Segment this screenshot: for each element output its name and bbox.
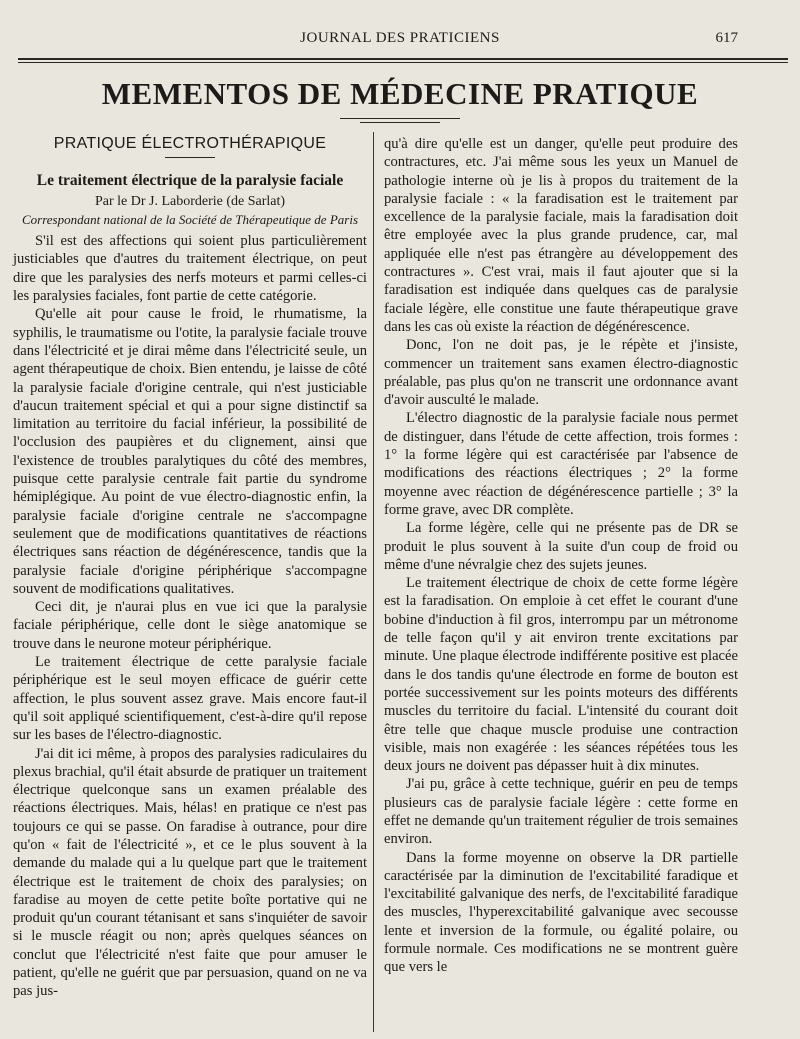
main-title: MEMENTOS DE MÉDECINE PRATIQUE [101,76,699,111]
column-divider [373,132,374,1032]
article-title: Le traitement électrique de la paralysie faciale [36,172,344,190]
paragraph: J'ai pu, grâce à cette technique, guérir en peu de temps plusieurs cas de paralysie faciale légère : cette forme en effet ne demande qu'un traitement régulier de trois semaines environ. [384,776,738,848]
running-title: JOURNAL DES PRATICIENS [300,30,500,46]
paragraph: L'électro diagnostic de la paralysie faciale nous permet de distinguer, dans l'étude de cette affection, trois formes : 1° la forme légère qui est caractérisée par l'absence de modifications des réactions électriques ; 2° la forme moyenne avec réaction de dégénérescence partielle ; 3° la forme grave, avec DR complète. [384,410,738,518]
right-column [384,135,738,977]
paragraph: S'il est des affections qui soient plus particulièrement justiciables que d'autres du traitement électrique, on peut dire que les paralysies des nerfs moteurs et parmi celles-ci les paralysies faciales, font partie de cette catégorie. [13,233,367,305]
paragraph: Qu'elle ait pour cause le froid, le rhumatisme, la syphilis, le traumatisme ou l'otite, la paralysie faciale trouve dans l'électricité et je dirai même dans l'électricité seule, un agent thérapeutique de choix. Bien entendu, je laisse de côté la paralysie faciale d'origine centrale, qui n'est justiciable d'aucun traitement spécial et qui a pour signe distinctif sa limitation au territoire du facial inférieur, la possibilité de l'occlusion des paupières et du clignement, ainsi que l'existence de troubles paralytiques du côté des membres, puisque cette paralysie centrale fait partie du syndrome hémiplégique. Au point de vue électro-diagnostic enfin, la paralysie faciale d'origine centrale ne s'accompagne seulement que de modifications quantitatives de réactions électriques sans réaction de dégénérescence, tandis que la paralysie faciale d'origine périphérique s'accompagne souvent de modifications qualitatives. [13,306,367,597]
page-number: 617 [715,30,738,46]
paragraph: J'ai dit ici même, à propos des paralysies radiculaires du plexus brachial, qu'il était absurde de pratiquer un traitement électrique quelconque sans un examen préalable des réactions électriques. Mais, hélas! en pratique ce n'est pas toujours ce qui se passe. On faradise à outrance, pour dire qu'on « fait de l'électricité », et ce le plus souvent à la demande du malade qui a lu quelque part que le traitement électrique est le traitement de choix des paralysies; on faradise au moyen de cette petite boîte portative qui ne produit qu'un courant tétanisant et sans s'inquiéter de savoir si le muscle réagit ou non; après quelques séances on conclut que l'électricité n'est faite que pour amuser le patient, qu'elle ne guérit que par persuasion, quand on ne va pas jus- [13,745,367,1000]
article-affiliation: Correspondant national de la Société de Thérapeutique de Paris [21,211,359,227]
header-rule [18,58,788,60]
paragraph: La forme légère, celle qui ne présente pas de DR se produit le plus souvent à la suite d'un coup de froid ou même d'une névralgie chez des sujets jeunes. [384,520,738,573]
paragraph: qu'à dire qu'elle est un danger, qu'elle peut produire des contractures, etc. J'ai même sous les yeux un Manuel de pathologie interne où je lis à propos du traitement de la paralysie faciale : « la faradisation est le traitement par excellence de la paralysie faciale, mais la faradisation doit être employée avec la plus grande prudence, car, mal appliquée elle n'est pas étrangère au développement des contractures ». C'est vrai, mais il faut ajouter que si la faradisation est indiquée dans quelques cas de paralysie faciale légère, elle constitue une faute thérapeutique grave dans les cas où existe la réaction de dégénérescence. [384,136,738,335]
section-rule [165,157,215,158]
paragraph: Ceci dit, je n'aurai plus en vue ici que la paralysie faciale périphérique, celle dont le siège anatomique se trouve dans le neurone moteur périphérique. [13,599,367,652]
paragraph: Le traitement électrique de cette paralysie faciale périphérique est le seul moyen efficace de guérir cette affection, le plus souvent assez grave. Mais encore faut-il qu'il soit appliqué scientifiquement, c'est-à-dire qu'il repose sur les bases de l'électro-diagnostic. [13,654,367,744]
title-rule [340,118,460,119]
article-byline: Par le Dr J. Laborderie (de Sarlat) [94,193,286,209]
paragraph: Le traitement électrique de choix de cette forme légère est la faradisation. On emploie à cet effet le courant d'une bobine d'induction à fil gros, interrompu par un métronome de telle façon qu'il y ait environ trente excitations par minute. Une plaque électrode indifférente positive est placée dans le dos tandis qu'une électrode en forme de bouton est portée successivement sur les points moteurs des différents muscles du territoire du facial. L'intensité du courant doit être telle que chaque muscle produise une contraction visible, mais non exagérée : les séances répétées tous les deux jours ne doivent pas dépasser huit à dix minutes. [384,575,738,775]
header-rule-thin [18,62,788,63]
paragraph: Dans la forme moyenne on observe la DR partielle caractérisée par la diminution de l'excitabilité faradique et l'excitabilité galvanique des nerfs, de l'excitabilité faradique des muscles, l'hyperexcitabilité galvanique avec secousse lente et inversion de la formule, ou égalité polaire, ou formule normale. Ces modifications ne se montrent guère que vers le [384,849,738,976]
left-column [13,135,367,1001]
title-rule-short [360,122,440,123]
section-heading: PRATIQUE ÉLECTROTHÉRAPIQUE [53,135,327,152]
paragraph: Donc, l'on ne doit pas, je le répète et j'insiste, commencer un traitement sans examen électro-diagnostic préalable, pas plus qu'on ne transcrit une ordonnance avant d'avoir ausculté le malade. [384,337,738,409]
running-header [0,30,800,52]
